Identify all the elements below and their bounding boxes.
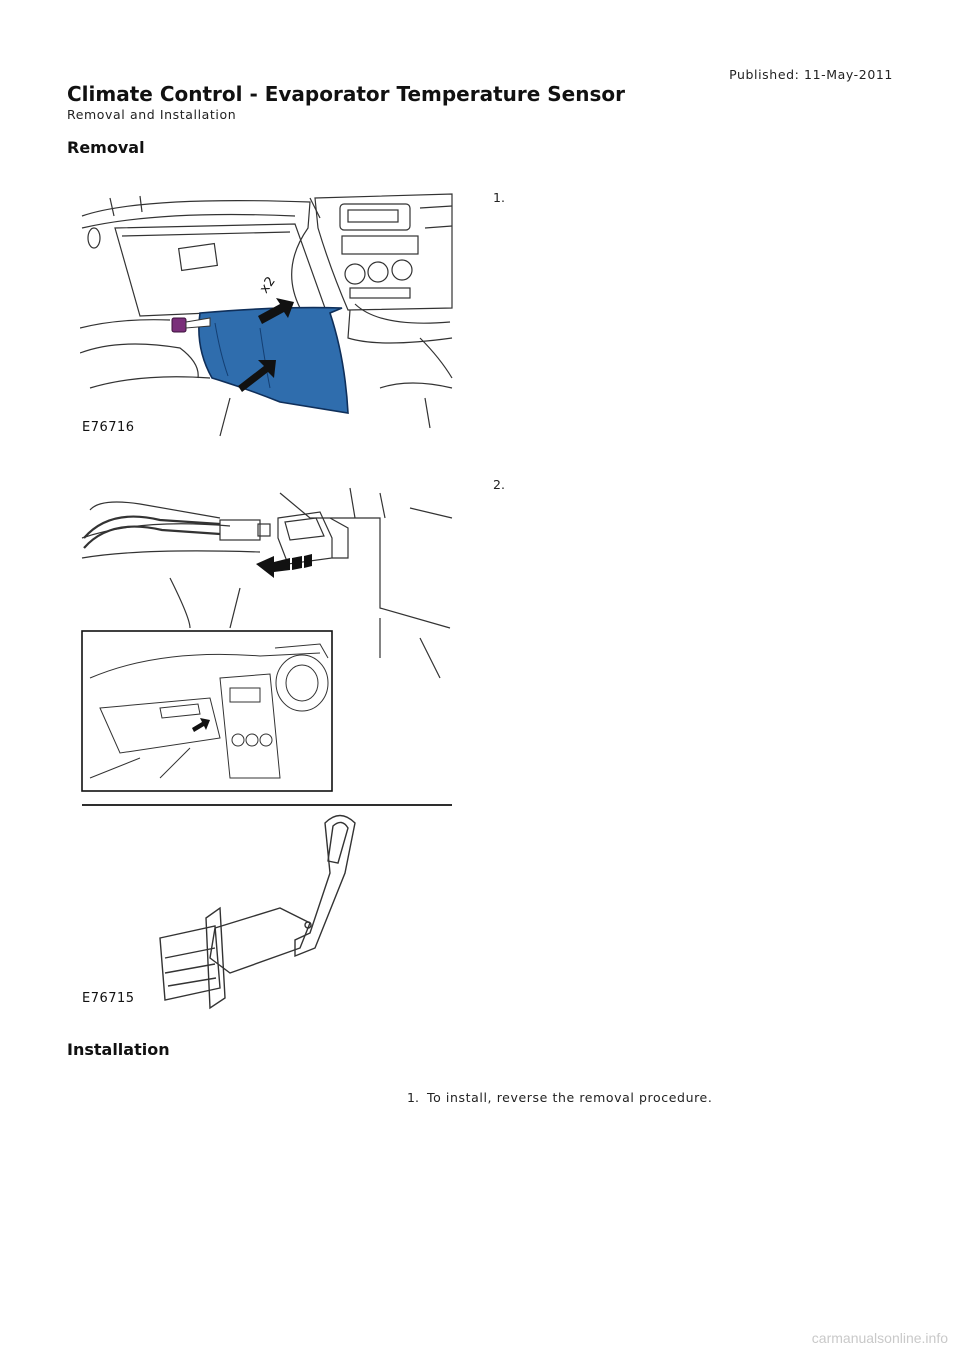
removal-step-1-number: 1. — [493, 190, 505, 205]
sensor-detail — [160, 816, 355, 1009]
removal-heading: Removal — [67, 138, 145, 157]
inset-dashboard-view — [82, 631, 332, 791]
sensor-connector-illustration — [80, 478, 455, 1010]
figure-code: E76715 — [82, 991, 135, 1006]
published-date: Published: 11-May-2011 — [729, 67, 893, 82]
page-title: Climate Control - Evaporator Temperature Sensor — [67, 82, 625, 106]
page-subtitle: Removal and Installation — [67, 107, 237, 122]
removal-step-2-number: 2. — [493, 477, 505, 492]
watermark: carmanualsonline.info — [811, 1330, 948, 1346]
arrow-icon — [256, 554, 312, 578]
installation-step-1-text: To install, reverse the removal procedure. — [427, 1090, 713, 1105]
callout-x2: x2 — [256, 273, 280, 297]
glovebox-panel-illustration — [80, 188, 455, 438]
installation-heading: Installation — [67, 1040, 170, 1059]
figure-sensor-connector — [80, 478, 455, 1010]
figure-glovebox-panel — [80, 188, 455, 438]
figure-code: E76716 — [82, 420, 135, 435]
installation-step-1-number: 1. — [407, 1090, 419, 1105]
